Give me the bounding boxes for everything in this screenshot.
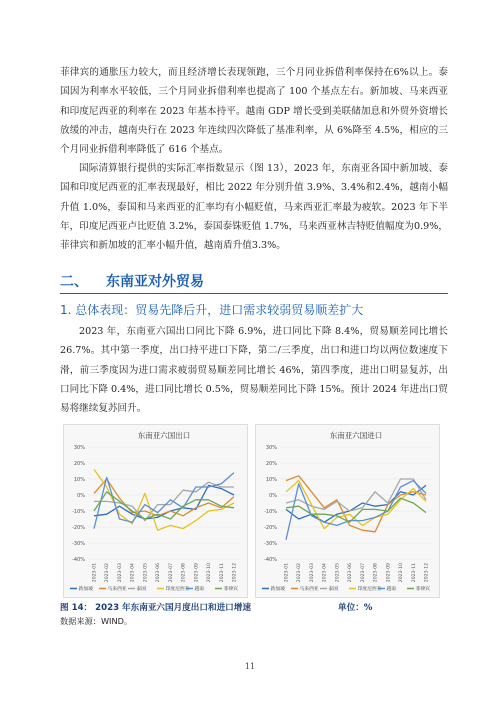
chart-title: 东南亚六国进口 <box>329 431 383 440</box>
import-chart-svg <box>256 425 439 597</box>
y-tick-label: 30% <box>265 445 277 451</box>
x-tick-label: 2023-11 <box>219 563 225 583</box>
series-line-4 <box>94 473 234 529</box>
x-tick-label: 2023-11 <box>411 563 417 583</box>
series-line-3 <box>94 469 234 530</box>
section-divider <box>60 293 448 294</box>
export-chart-svg <box>64 425 247 597</box>
y-tick-label: 0% <box>269 493 277 499</box>
y-tick-label: -20% <box>264 525 277 531</box>
legend-label: 越南 <box>386 587 397 592</box>
page-number: 11 <box>244 662 256 671</box>
legend-label: 菲律宾 <box>415 587 430 592</box>
legend-label: 马来西亚 <box>107 587 127 592</box>
x-tick-label: 2023-01 <box>92 563 98 583</box>
series-line-4 <box>286 481 426 540</box>
y-tick-label: -20% <box>72 525 85 531</box>
paragraph-exchange-rates: 国际清算银行提供的实际汇率指数显示（图 13），2023 年，东南亚各国中新加坡、泰国和印度尼西亚的汇率表现最好，相比 2022 年分别升值 3.9%、3.4%和2.4%，越南小幅升值 1.0%，泰国和马来西亚的汇率均有小幅贬值，马来西亚汇率最为疲软。2023 年下半年，印度尼西亚卢比贬值 3.2%，泰国泰铢贬值 1.7%，马来西亚林吉特贬值幅度为0.9%，菲律宾和新加坡的汇率小幅升值，越南盾升值3.3%。 <box>60 163 448 252</box>
x-tick-label: 2023-02 <box>105 563 111 583</box>
data-source: 数据来源：WIND。 <box>60 616 133 626</box>
chart-title: 东南亚六国出口 <box>137 431 191 440</box>
paragraph-interest-rates: 菲律宾的通胀压力较大，而且经济增长表现领跑，三个月同业拆借利率保持在6%以上。泰国因为利率水平较低，三个月同业拆借利率也提高了 100 个基点左右。新加坡、马来西亚和印度尼西亚的利率在 2023 年基本持平。越南 GDP 增长受到美联储加息和外贸外资增长放缓的冲击，越南央行在 2023 年连续四次降低了基准利率，从 6%降至 4.5%，相应的三个月同业拆借利率降低了 616 个基点。 <box>60 67 448 156</box>
legend-label: 菲律宾 <box>223 587 238 592</box>
x-tick-label: 2023-02 <box>297 563 303 583</box>
figure-unit: 单位：% <box>338 603 373 613</box>
legend-label: 印度尼西亚 <box>165 587 190 592</box>
import-chart <box>255 424 440 598</box>
x-tick-label: 2023-10 <box>207 563 213 583</box>
figure-caption: 图 14： 2023 年东南亚六国月度出口和进口增速 <box>60 603 251 613</box>
y-tick-label: -30% <box>264 541 277 547</box>
x-tick-label: 2023-03 <box>309 563 315 583</box>
legend-label: 新加坡 <box>78 587 93 592</box>
legend-label: 新加坡 <box>270 587 285 592</box>
y-tick-label: -40% <box>264 557 277 563</box>
section-number: 二、 <box>60 274 88 290</box>
legend-label: 泰国 <box>136 587 147 592</box>
x-tick-label: 2023-08 <box>373 563 379 583</box>
y-tick-label: 0% <box>77 493 85 499</box>
y-tick-label: -10% <box>264 509 277 515</box>
export-chart <box>63 424 248 598</box>
x-tick-label: 2023-09 <box>194 563 200 583</box>
x-tick-label: 2023-06 <box>348 563 354 583</box>
legend-label: 马来西亚 <box>299 587 319 592</box>
x-tick-label: 2023-07 <box>168 563 174 583</box>
y-tick-label: -30% <box>72 541 85 547</box>
x-tick-label: 2023-09 <box>386 563 392 583</box>
x-tick-label: 2023-05 <box>143 563 149 583</box>
x-tick-label: 2023-06 <box>156 563 162 583</box>
series-line-5 <box>286 498 426 522</box>
x-tick-label: 2023-07 <box>360 563 366 583</box>
x-tick-label: 2023-04 <box>322 563 328 583</box>
y-tick-label: -10% <box>72 509 85 515</box>
legend-label: 印度尼西亚 <box>357 587 382 592</box>
paragraph-trade: 2023 年，东南亚六国出口同比下降 6.9%，进口同比下降 8.4%，贸易顺差同比增长 26.7%。其中第一季度，出口持平进口下降，第二/三季度，出口和进口均以两位数速度下滑，前三季度因为进口需求疲弱贸易顺差同比增长 46%，第四季度，进出口明显复苏，出口同比下降 0.4%，进口同比增长 0.5%，贸易顺差同比下降 15%。预计 2024 年进出口贸易将继续复苏回升。 <box>60 326 448 415</box>
y-tick-label: 20% <box>73 461 85 467</box>
y-tick-label: -40% <box>72 557 85 563</box>
legend-label: 泰国 <box>328 587 339 592</box>
y-tick-label: 10% <box>73 477 85 483</box>
x-tick-label: 2023-12 <box>424 563 430 583</box>
section-title: 东南亚对外贸易 <box>106 274 204 290</box>
x-tick-label: 2023-08 <box>181 563 187 583</box>
x-tick-label: 2023-01 <box>284 563 290 583</box>
x-tick-label: 2023-12 <box>232 563 238 583</box>
legend-label: 越南 <box>194 587 205 592</box>
y-tick-label: 30% <box>73 445 85 451</box>
y-tick-label: 10% <box>265 477 277 483</box>
y-tick-label: 20% <box>265 461 277 467</box>
x-tick-label: 2023-04 <box>130 563 136 583</box>
section-heading <box>60 271 204 291</box>
x-tick-label: 2023-03 <box>117 563 123 583</box>
x-tick-label: 2023-10 <box>399 563 405 583</box>
subsection-heading: 1. 总体表现：贸易先降后升，进口需求较弱贸易顺差扩大 <box>60 303 364 317</box>
x-tick-label: 2023-05 <box>335 563 341 583</box>
